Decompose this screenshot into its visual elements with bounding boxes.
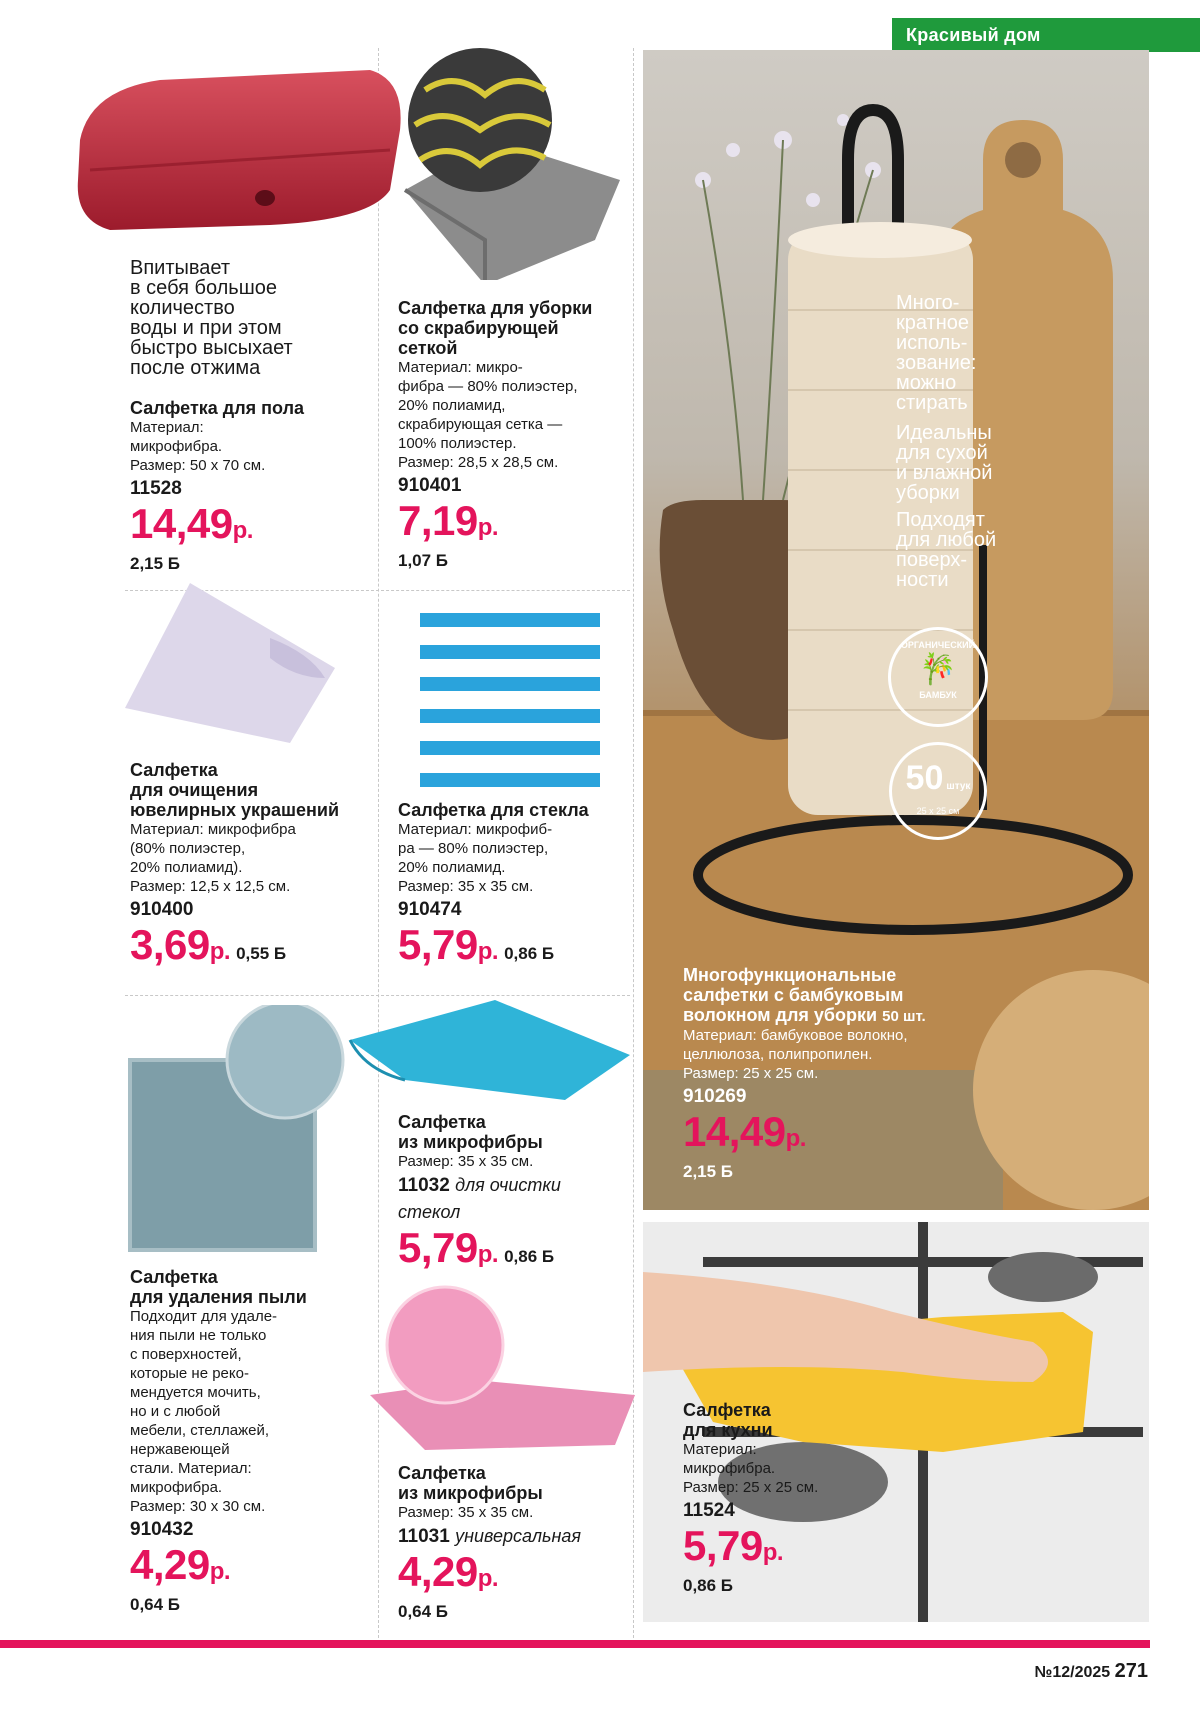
- product-code: 910474: [398, 899, 462, 920]
- product-price: 7,19р.: [398, 497, 499, 544]
- product-points: 0,55 Б: [236, 944, 287, 963]
- product-bamboo-wipes: Многофункциональные салфетки с бамбуковым волокном для уборки 50 шт. Материал: бамбуковое волокно, целлюлоза, полипропилен. Размер: 25 х 25 см. 910269 14,49р. 2,15 Б: [683, 965, 1103, 1182]
- product-price: 5,79р. 0,86 Б: [398, 1224, 555, 1271]
- product-floor-cloth: Салфетка для пола Материал: микрофибра. Размер: 50 х 70 см. 11528 14,49р. 2,15 Б: [130, 398, 370, 574]
- product-microfibre-glass: Салфетка из микрофибры Размер: 35 х 35 см. 11032 для очистки стекол 5,79р. 0,86 Б: [398, 1112, 633, 1280]
- product-jewelry-cloth: Салфетка для очищения ювелирных украшений Материал: микрофибра (80% полиэстер, 20% полиамид). Размер: 12,5 х 12,5 см. 910400 3,69р. 0,55 Б: [130, 760, 380, 977]
- microfibre-glass-cloth-image: [345, 995, 635, 1105]
- dust-cloth-image: [125, 1005, 365, 1255]
- product-points: 2,15 Б: [683, 1162, 734, 1181]
- kitchen-product-photo: [643, 1222, 1149, 1622]
- product-price: 14,49р.: [130, 500, 253, 547]
- section-tag: Красивый дом: [892, 18, 1200, 52]
- product-dust-cloth: Салфетка для удаления пыли Подходит для удале- ния пыли не только с поверхностей, которые не реко- мендуется мочить, но и с любой мебели, стеллажей, нержавеющей стали. Материал: микрофибра. Размер: 30 х 30 см. 910432 4,29р. 0,64 Б: [130, 1267, 370, 1615]
- bamboo-callout-3: Подходят для любой поверх- ности: [896, 509, 997, 591]
- product-code: 910432: [130, 1519, 194, 1540]
- product-code: 11524: [683, 1500, 735, 1521]
- product-points: 1,07 Б: [398, 551, 449, 570]
- scrub-cloth-image: [395, 40, 635, 280]
- product-price: 5,79р.: [683, 1522, 784, 1569]
- product-price: 14,49р.: [683, 1108, 806, 1155]
- product-code: 11031 универсальная: [398, 1526, 581, 1547]
- product-points: 0,86 Б: [683, 1576, 734, 1595]
- floor-cloth-image: [70, 50, 410, 240]
- page-number: №12/2025 271: [1034, 1660, 1148, 1682]
- product-code: 910269: [683, 1086, 747, 1107]
- product-microfibre-universal: Салфетка из микрофибры Размер: 35 х 35 см. 11031 универсальная 4,29р. 0,64 Б: [398, 1463, 633, 1622]
- floor-cloth-callout: Впитывает в себя большое количество воды и при этом быстро высыхает после отжима: [130, 257, 293, 379]
- jewelry-cloth-image: [120, 578, 340, 753]
- product-points: 0,86 Б: [504, 944, 555, 963]
- glass-cloth-image: [420, 605, 600, 790]
- product-glass-cloth: Салфетка для стекла Материал: микрофиб- ра — 80% полиэстер, 20% полиамид. Размер: 35 х 35 см. 910474 5,79р. 0,86 Б: [398, 800, 633, 977]
- product-kitchen-cloth: Салфетка для кухни Материал: микрофибра. Размер: 25 х 25 см. 11524 5,79р. 0,86 Б: [683, 1400, 903, 1596]
- organic-bamboo-badge: ОРГАНИЧЕСКИЙ 🎋 БАМБУК: [888, 627, 988, 727]
- microfibre-universal-cloth-image: [365, 1285, 640, 1455]
- product-code: 910401: [398, 475, 462, 496]
- footer-bar: [0, 1640, 1150, 1648]
- product-title: Салфетка для пола: [130, 398, 305, 418]
- product-code: 11528: [130, 478, 182, 499]
- product-price: 4,29р.: [130, 1541, 231, 1588]
- product-price: 5,79р. 0,86 Б: [398, 921, 555, 968]
- product-points: 2,15 Б: [130, 554, 181, 573]
- quantity-badge: 50 штук 25 х 25 см: [889, 742, 987, 840]
- product-code: 11032 для очистки: [398, 1175, 561, 1196]
- product-code: 910400: [130, 899, 194, 920]
- product-scrub-cloth: Салфетка для уборки со скрабирующей сеткой Материал: микро- фибра — 80% полиэстер, 20% полиамид, скрабирующая сетка — 100% полиэстер. Размер: 28,5 х 28,5 см. 910401 7,19р. 1,07 Б: [398, 298, 633, 571]
- product-points: 0,86 Б: [504, 1247, 555, 1266]
- bamboo-product-photo: [643, 50, 1149, 1210]
- product-price: 3,69р. 0,55 Б: [130, 921, 287, 968]
- product-price: 4,29р.: [398, 1548, 499, 1595]
- bamboo-callout-1: Много- кратное исполь- зование: можно стирать: [896, 292, 977, 414]
- product-points: 0,64 Б: [398, 1602, 449, 1621]
- bamboo-icon: 🎋: [919, 653, 957, 686]
- product-points: 0,64 Б: [130, 1595, 181, 1614]
- bamboo-callout-2: Идеальны для сухой и влажной уборки: [896, 422, 993, 504]
